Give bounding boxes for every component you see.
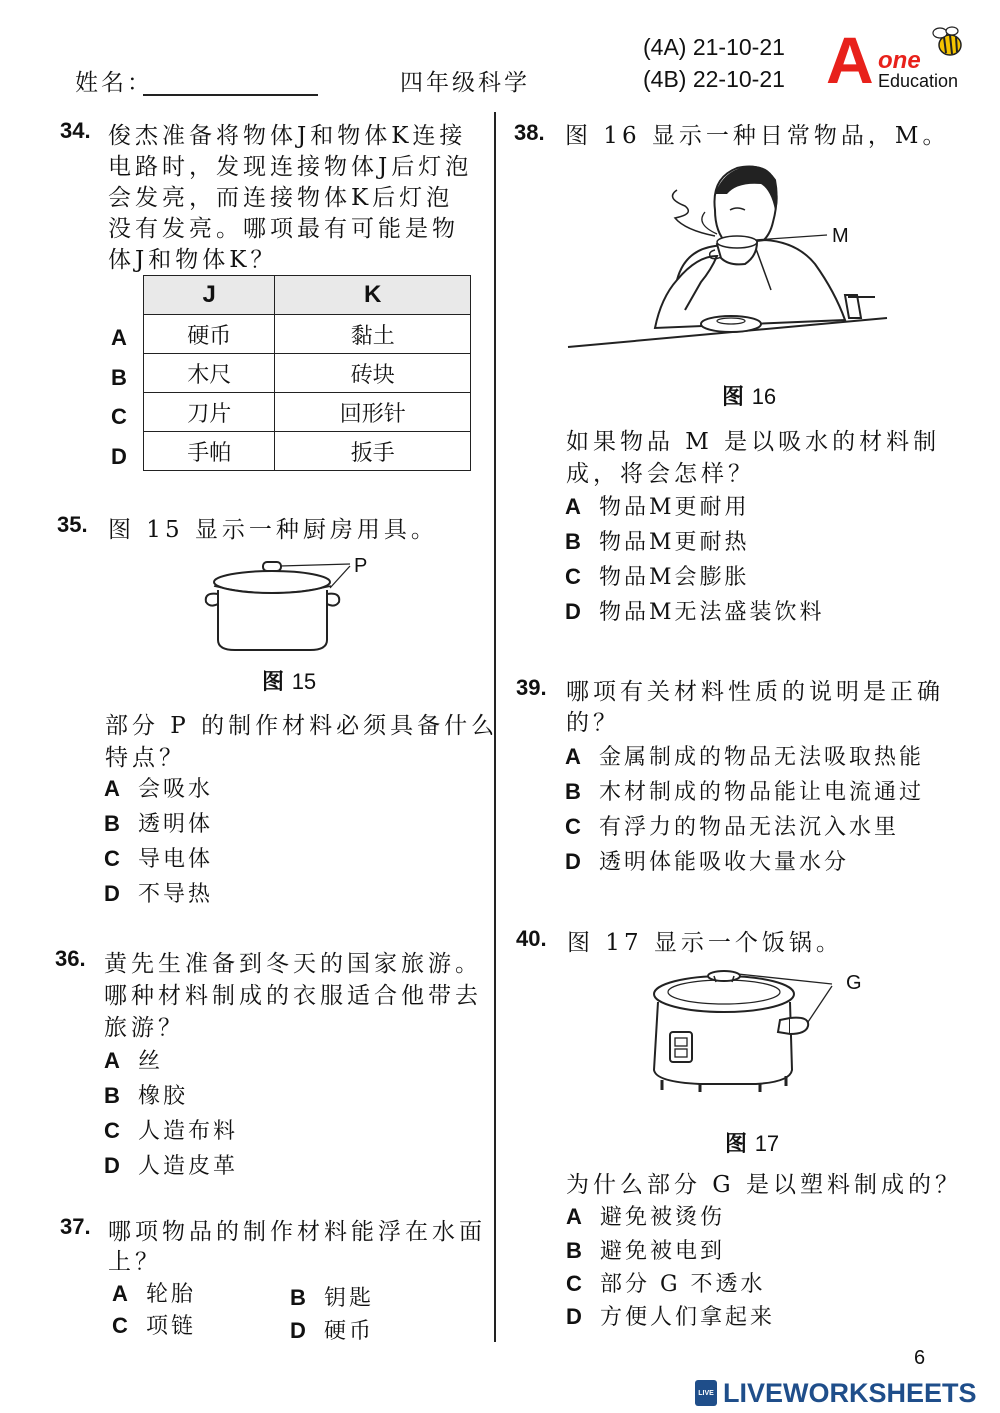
option-letter: A bbox=[565, 744, 581, 769]
table-cell-j: 手帕 bbox=[144, 432, 275, 471]
q34-row-label-a: A bbox=[111, 325, 127, 350]
q35-number: 35. bbox=[57, 512, 88, 537]
q35-option-c[interactable] bbox=[104, 842, 213, 873]
option-letter: A bbox=[104, 1048, 120, 1073]
table-cell-k: 扳手 bbox=[275, 432, 471, 471]
option-text: 有浮力的物品无法沉入水里 bbox=[599, 815, 900, 840]
option-text: 物品M无法盛装饮料 bbox=[599, 600, 825, 625]
figure-16-caption bbox=[722, 380, 776, 411]
table-cell-j: 刀片 bbox=[144, 393, 275, 432]
q36-line-2: 哪种材料制成的衣服适合他带去 bbox=[104, 983, 482, 1009]
option-letter: D bbox=[290, 1318, 306, 1343]
option-letter: B bbox=[104, 811, 120, 836]
q37-option-b[interactable] bbox=[290, 1281, 374, 1312]
q37-line-2: 上？ bbox=[108, 1249, 162, 1275]
q35-option-d[interactable] bbox=[104, 877, 213, 908]
table-cell-k: 砖块 bbox=[275, 354, 471, 393]
q34-line-1: 俊杰准备将物体J和物体K连接 bbox=[108, 123, 467, 149]
q39-line-2: 的？ bbox=[566, 710, 620, 736]
q40-option-b[interactable] bbox=[566, 1234, 725, 1265]
option-letter: B bbox=[104, 1083, 120, 1108]
q39-number: 39. bbox=[516, 675, 547, 700]
q34-table bbox=[143, 275, 471, 471]
q36-option-c[interactable] bbox=[104, 1114, 238, 1145]
date-4b: (4B) 22-10-21 bbox=[643, 66, 785, 92]
q34-line-4: 没有发亮。哪项最有可能是物 bbox=[108, 216, 459, 242]
logo-letter: A bbox=[826, 23, 874, 97]
q39-option-b[interactable] bbox=[565, 775, 924, 806]
option-letter: C bbox=[566, 1271, 582, 1296]
pot-illustration bbox=[200, 552, 380, 657]
option-text: 会吸水 bbox=[138, 777, 214, 802]
q38-line-1: 图 16 显示一种日常物品，M。 bbox=[565, 123, 950, 149]
q34-line-5: 体J和物体K？ bbox=[108, 247, 278, 273]
option-letter: C bbox=[565, 564, 581, 589]
liveworksheets-text: LIVEWORKSHEETS bbox=[723, 1377, 977, 1408]
option-letter: D bbox=[104, 881, 120, 906]
q37-option-c[interactable] bbox=[112, 1309, 196, 1340]
q40-option-c[interactable] bbox=[566, 1267, 766, 1298]
figure-15-caption bbox=[262, 665, 316, 696]
option-text: 避免被烫伤 bbox=[600, 1205, 726, 1230]
option-text: 人造皮革 bbox=[138, 1154, 239, 1179]
option-letter: B bbox=[290, 1285, 306, 1310]
table-row bbox=[144, 354, 471, 393]
q35-option-a[interactable] bbox=[104, 772, 213, 803]
q37-number: 37. bbox=[60, 1214, 91, 1239]
option-text: 部分 G 不透水 bbox=[600, 1272, 766, 1297]
q37-option-d[interactable] bbox=[290, 1314, 374, 1345]
option-letter: D bbox=[565, 599, 581, 624]
option-letter: A bbox=[566, 1204, 582, 1229]
table-row bbox=[144, 432, 471, 471]
q38-option-d[interactable] bbox=[565, 595, 825, 626]
q38-number: 38. bbox=[514, 120, 545, 145]
option-letter: A bbox=[112, 1281, 128, 1306]
option-text: 透明体 bbox=[138, 812, 214, 837]
option-letter: D bbox=[104, 1153, 120, 1178]
option-text: 金属制成的物品无法吸取热能 bbox=[599, 745, 925, 770]
q34-row-label-b: B bbox=[111, 365, 127, 390]
table-header-k: K bbox=[275, 276, 471, 315]
liveworksheets-logo-mark: LIVE bbox=[698, 1389, 714, 1397]
q34-number: 34. bbox=[60, 118, 91, 143]
q38-question-1: 如果物品 M 是以吸水的材料制 bbox=[566, 429, 941, 455]
man-drinking-illustration bbox=[565, 160, 890, 355]
q37-option-a[interactable] bbox=[112, 1277, 196, 1308]
option-text: 导电体 bbox=[138, 847, 214, 872]
q36-option-b[interactable] bbox=[104, 1079, 188, 1110]
q38-option-b[interactable] bbox=[565, 525, 750, 556]
q35-part-label: P bbox=[354, 555, 368, 577]
q36-option-a[interactable] bbox=[104, 1044, 163, 1075]
table-cell-j: 木尺 bbox=[144, 354, 275, 393]
q34-line-3: 会发亮，而连接物体K后灯泡 bbox=[108, 185, 454, 211]
q40-option-d[interactable] bbox=[566, 1300, 775, 1331]
option-text: 轮胎 bbox=[146, 1282, 197, 1307]
figure-16-number: 16 bbox=[751, 384, 777, 409]
subject-title: 四年级科学 bbox=[400, 70, 530, 96]
option-text: 硬币 bbox=[324, 1319, 375, 1344]
option-text: 透明体能吸收大量水分 bbox=[599, 850, 850, 875]
q39-option-d[interactable] bbox=[565, 845, 849, 876]
date-4a: (4A) 21-10-21 bbox=[643, 34, 785, 60]
q35-line-1: 图 15 显示一种厨房用具。 bbox=[108, 517, 438, 543]
q38-option-c[interactable] bbox=[565, 560, 750, 591]
q39-option-c[interactable] bbox=[565, 810, 899, 841]
q35-question-1: 部分 P 的制作材料必须具备什么 bbox=[105, 713, 499, 739]
table-cell-j: 硬币 bbox=[144, 315, 275, 354]
q40-line-1: 图 17 显示一个饭锅。 bbox=[567, 930, 843, 956]
q39-line-1: 哪项有关材料性质的说明是正确 bbox=[566, 679, 944, 705]
q35-option-b[interactable] bbox=[104, 807, 213, 838]
q38-question-2: 成，将会怎样？ bbox=[566, 461, 755, 487]
q36-line-3: 旅游？ bbox=[104, 1015, 185, 1041]
option-letter: A bbox=[565, 494, 581, 519]
liveworksheets-logo-icon bbox=[695, 1380, 717, 1406]
option-text: 不导热 bbox=[138, 882, 214, 907]
name-underline bbox=[143, 94, 318, 96]
option-text: 物品M更耐热 bbox=[599, 530, 750, 555]
q39-option-a[interactable] bbox=[565, 740, 924, 771]
figure-17-caption bbox=[725, 1127, 779, 1158]
option-letter: A bbox=[104, 776, 120, 801]
option-text: 方便人们拿起来 bbox=[600, 1305, 776, 1330]
figure-15-number: 15 bbox=[291, 669, 317, 694]
option-letter: C bbox=[565, 814, 581, 839]
option-letter: C bbox=[104, 1118, 120, 1143]
figure-16-word: 图 bbox=[722, 384, 745, 410]
table-header-j: J bbox=[144, 276, 275, 315]
bee-icon bbox=[930, 25, 966, 59]
name-label: 姓名： bbox=[75, 70, 153, 96]
q36-number: 36. bbox=[55, 946, 86, 971]
figure-15-word: 图 bbox=[262, 669, 285, 695]
option-text: 物品M会膨胀 bbox=[599, 565, 750, 590]
option-letter: D bbox=[566, 1304, 582, 1329]
table-cell-k: 回形针 bbox=[275, 393, 471, 432]
logo-education: Education bbox=[878, 71, 959, 91]
option-text: 项链 bbox=[146, 1314, 197, 1339]
page-number: 6 bbox=[914, 1347, 926, 1369]
option-text: 物品M更耐用 bbox=[599, 495, 750, 520]
q38-option-a[interactable] bbox=[565, 490, 750, 521]
option-text: 钥匙 bbox=[324, 1286, 375, 1311]
logo-one: one bbox=[878, 47, 921, 74]
option-letter: D bbox=[565, 849, 581, 874]
option-letter: B bbox=[565, 529, 581, 554]
table-row bbox=[144, 315, 471, 354]
table-cell-k: 黏土 bbox=[275, 315, 471, 354]
q40-part-label: G bbox=[846, 972, 862, 994]
aone-logo bbox=[826, 25, 976, 97]
q34-line-2: 电路时，发现连接物体J后灯泡 bbox=[108, 154, 473, 180]
q37-line-1: 哪项物品的制作材料能浮在水面 bbox=[108, 1219, 486, 1245]
q34-row-label-d: D bbox=[111, 444, 127, 469]
option-letter: C bbox=[112, 1313, 128, 1338]
q40-question-1: 为什么部分 G 是以塑料制成的？ bbox=[566, 1172, 962, 1198]
q40-option-a[interactable] bbox=[566, 1200, 725, 1231]
option-text: 木材制成的物品能让电流通过 bbox=[599, 780, 925, 805]
q38-part-label: M bbox=[832, 225, 849, 247]
figure-17-number: 17 bbox=[754, 1131, 780, 1156]
option-text: 丝 bbox=[138, 1049, 164, 1074]
option-text: 橡胶 bbox=[138, 1084, 189, 1109]
q40-number: 40. bbox=[516, 926, 547, 951]
q36-line-1: 黄先生准备到冬天的国家旅游。 bbox=[104, 951, 482, 977]
q36-option-d[interactable] bbox=[104, 1149, 238, 1180]
rice-cooker-illustration bbox=[640, 962, 870, 1097]
q34-row-label-c: C bbox=[111, 404, 127, 429]
option-text: 避免被电到 bbox=[600, 1239, 726, 1264]
option-letter: C bbox=[104, 846, 120, 871]
option-letter: B bbox=[565, 779, 581, 804]
liveworksheets-watermark bbox=[695, 1376, 977, 1410]
q35-question-2: 特点？ bbox=[105, 745, 186, 771]
table-row bbox=[144, 393, 471, 432]
option-letter: B bbox=[566, 1238, 582, 1263]
option-text: 人造布料 bbox=[138, 1119, 239, 1144]
figure-17-word: 图 bbox=[725, 1131, 748, 1157]
